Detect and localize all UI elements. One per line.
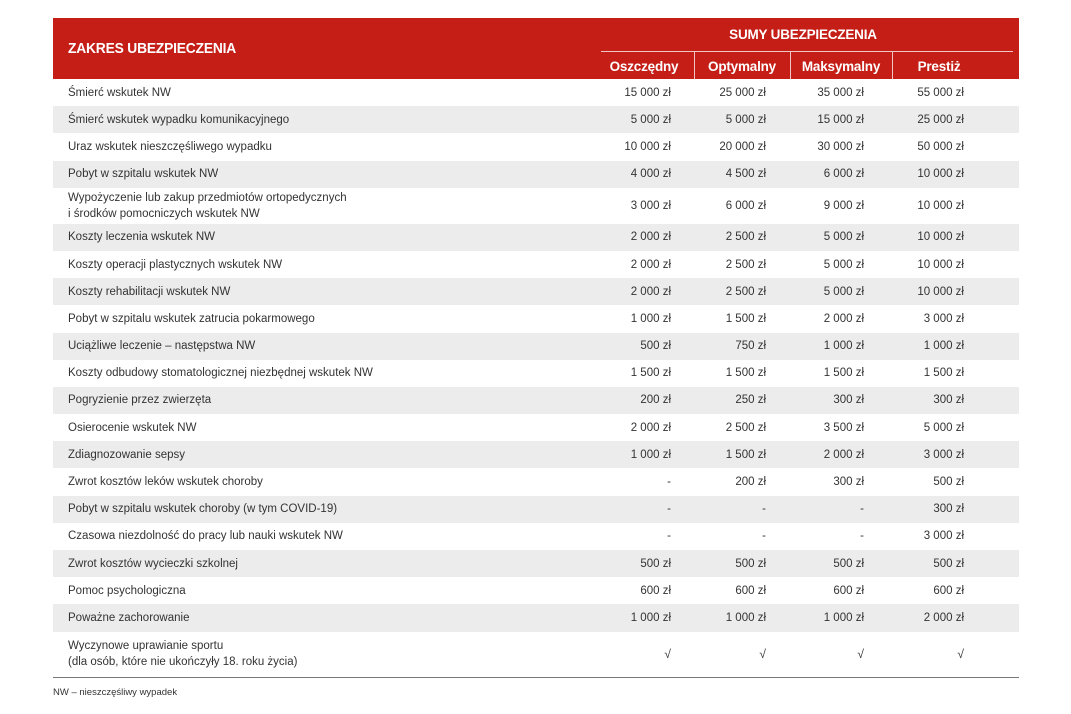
sum-value: 6 000 zł <box>823 168 864 181</box>
sum-value: 1 000 zł <box>630 448 671 461</box>
sum-value: 3 000 zł <box>923 448 964 461</box>
row-label: Wyczynowe uprawianie sportu (dla osób, które nie ukończyły 18. roku życia) <box>68 640 298 669</box>
sum-value: 10 000 zł <box>917 285 964 298</box>
sum-value: 500 zł <box>640 557 671 570</box>
sum-value: 10 000 zł <box>917 258 964 271</box>
sum-value: 4 000 zł <box>630 168 671 181</box>
sums-heading: SUMY UBEZPIECZENIA <box>729 27 877 42</box>
sum-value: 200 zł <box>640 394 671 407</box>
sum-value: 250 zł <box>735 394 766 407</box>
sum-value: - <box>860 530 864 543</box>
sum-value: - <box>762 530 766 543</box>
sum-value: 600 zł <box>833 584 864 597</box>
sum-value: 50 000 zł <box>917 140 964 153</box>
table-row <box>53 224 1019 251</box>
column-header-optymalny: Optymalny <box>708 59 776 74</box>
table-row <box>53 441 1019 468</box>
sum-value: 15 000 zł <box>817 113 864 126</box>
table-row <box>53 161 1019 188</box>
row-label: Koszty operacji plastycznych wskutek NW <box>68 258 283 271</box>
table-row <box>53 604 1019 631</box>
row-label: Pomoc psychologiczna <box>68 584 186 597</box>
checkmark-icon: √ <box>759 647 766 662</box>
row-label: Wypożyczenie lub zakup przedmiotów ortopedycznych i środków pomocniczych wskutek NW <box>68 191 347 220</box>
table-row <box>53 550 1019 577</box>
sum-value: 2 000 zł <box>823 312 864 325</box>
sum-value: 600 zł <box>933 584 964 597</box>
sum-value: 2 500 zł <box>725 231 766 244</box>
sum-value: 1 500 zł <box>823 367 864 380</box>
sum-value: 10 000 zł <box>917 231 964 244</box>
sum-value: 5 000 zł <box>823 231 864 244</box>
sum-value: 10 000 zł <box>917 199 964 212</box>
sum-value: 500 zł <box>933 557 964 570</box>
sum-value: 35 000 zł <box>817 86 864 99</box>
table-row <box>53 577 1019 604</box>
sum-value: 10 000 zł <box>624 140 671 153</box>
sum-value: 30 000 zł <box>817 140 864 153</box>
sum-value: 2 000 zł <box>823 448 864 461</box>
sum-value: 1 000 zł <box>823 340 864 353</box>
sum-value: 1 500 zł <box>725 367 766 380</box>
sum-value: 300 zł <box>933 503 964 516</box>
sum-value: 2 500 zł <box>725 421 766 434</box>
table-row <box>53 79 1019 106</box>
sum-value: 500 zł <box>933 476 964 489</box>
row-label: Pobyt w szpitalu wskutek NW <box>68 168 219 181</box>
checkmark-icon: √ <box>664 647 671 662</box>
sum-value: 2 000 zł <box>630 258 671 271</box>
row-label: Czasowa niezdolność do pracy lub nauki wskutek NW <box>68 530 343 543</box>
row-label: Zwrot kosztów wycieczki szkolnej <box>68 557 238 570</box>
sum-value: 600 zł <box>735 584 766 597</box>
table-row <box>53 632 1019 677</box>
sum-value: 6 000 zł <box>725 199 766 212</box>
sum-value: 600 zł <box>640 584 671 597</box>
row-label: Uciążliwe leczenie – następstwa NW <box>68 340 256 353</box>
row-label: Poważne zachorowanie <box>68 611 190 624</box>
sum-value: - <box>667 503 671 516</box>
sum-value: 1 000 zł <box>725 611 766 624</box>
sum-value: 1 500 zł <box>923 367 964 380</box>
column-header-prestiz: Prestiż <box>917 59 961 74</box>
table-body <box>53 79 1019 677</box>
row-label: Koszty rehabilitacji wskutek NW <box>68 285 231 298</box>
sum-value: 5 000 zł <box>823 285 864 298</box>
footnote: NW – nieszczęśliwy wypadek <box>53 686 178 698</box>
row-label: Śmierć wskutek NW <box>68 86 171 99</box>
sum-value: 25 000 zł <box>917 113 964 126</box>
sum-value: 20 000 zł <box>719 140 766 153</box>
row-label: Osierocenie wskutek NW <box>68 421 197 434</box>
sum-value: 1 000 zł <box>923 340 964 353</box>
table-row <box>53 523 1019 550</box>
sum-value: - <box>860 503 864 516</box>
table-row <box>53 414 1019 441</box>
sum-value: 15 000 zł <box>624 86 671 99</box>
sum-value: 1 000 zł <box>823 611 864 624</box>
row-label: Śmierć wskutek wypadku komunikacyjnego <box>68 113 290 126</box>
sum-value: 5 000 zł <box>630 113 671 126</box>
header-divider <box>601 51 1013 52</box>
sum-value: 10 000 zł <box>917 168 964 181</box>
sum-value: 2 000 zł <box>923 611 964 624</box>
row-label: Koszty odbudowy stomatologicznej niezbędnej wskutek NW <box>68 367 373 380</box>
row-label: Pogryzienie przez zwierzęta <box>68 394 212 407</box>
sum-value: 1 500 zł <box>725 448 766 461</box>
sum-value: 2 500 zł <box>725 285 766 298</box>
sum-value: 300 zł <box>933 394 964 407</box>
row-label: Uraz wskutek nieszczęśliwego wypadku <box>68 140 272 153</box>
insurance-table <box>53 18 1019 698</box>
sum-value: 200 zł <box>735 476 766 489</box>
table-row <box>53 305 1019 332</box>
sum-value: 55 000 zł <box>917 86 964 99</box>
sum-value: 1 000 zł <box>630 312 671 325</box>
sum-value: 750 zł <box>735 340 766 353</box>
sum-value: - <box>667 476 671 489</box>
checkmark-icon: √ <box>857 647 864 662</box>
sum-value: 500 zł <box>833 557 864 570</box>
sum-value: 4 500 zł <box>725 168 766 181</box>
checkmark-icon: √ <box>957 647 964 662</box>
table-row <box>53 278 1019 305</box>
sum-value: - <box>667 530 671 543</box>
sum-value: 500 zł <box>640 340 671 353</box>
sum-value: 1 000 zł <box>630 611 671 624</box>
sum-value: 1 500 zł <box>725 312 766 325</box>
row-label: Koszty leczenia wskutek NW <box>68 231 215 244</box>
table-bottom-rule <box>53 677 1019 678</box>
sum-value: 300 zł <box>833 394 864 407</box>
table-row <box>53 106 1019 133</box>
table-row <box>53 251 1019 278</box>
table-row <box>53 360 1019 387</box>
row-label: Pobyt w szpitalu wskutek zatrucia pokarmowego <box>68 312 315 325</box>
sum-value: 2 000 zł <box>630 231 671 244</box>
column-header-maksymalny: Maksymalny <box>801 59 881 74</box>
sum-value: 2 000 zł <box>630 421 671 434</box>
column-header-oszczedny: Oszczędny <box>609 59 679 74</box>
table-row <box>53 188 1019 224</box>
sum-value: 1 500 zł <box>630 367 671 380</box>
sum-value: 500 zł <box>735 557 766 570</box>
row-label: Zdiagnozowanie sepsy <box>68 448 185 461</box>
sum-value: 5 000 zł <box>823 258 864 271</box>
sum-value: 2 000 zł <box>630 285 671 298</box>
column-divider <box>694 52 695 79</box>
sum-value: - <box>762 503 766 516</box>
sum-value: 25 000 zł <box>719 86 766 99</box>
scope-heading: ZAKRES UBEZPIECZENIA <box>68 40 237 57</box>
column-divider <box>790 52 791 79</box>
column-divider <box>892 52 893 79</box>
row-label: Pobyt w szpitalu wskutek choroby (w tym COVID-19) <box>68 503 338 516</box>
table-header <box>53 18 1019 79</box>
sum-value: 5 000 zł <box>725 113 766 126</box>
sum-value: 3 500 zł <box>823 421 864 434</box>
row-label: Zwrot kosztów leków wskutek choroby <box>68 476 263 489</box>
sum-value: 3 000 zł <box>923 312 964 325</box>
table-row <box>53 496 1019 523</box>
table-row <box>53 133 1019 160</box>
sum-value: 9 000 zł <box>823 199 864 212</box>
sum-value: 3 000 zł <box>630 199 671 212</box>
sum-value: 2 500 zł <box>725 258 766 271</box>
table-row <box>53 333 1019 360</box>
table-row <box>53 468 1019 495</box>
sum-value: 3 000 zł <box>923 530 964 543</box>
sum-value: 300 zł <box>833 476 864 489</box>
table-row <box>53 387 1019 414</box>
sum-value: 5 000 zł <box>923 421 964 434</box>
